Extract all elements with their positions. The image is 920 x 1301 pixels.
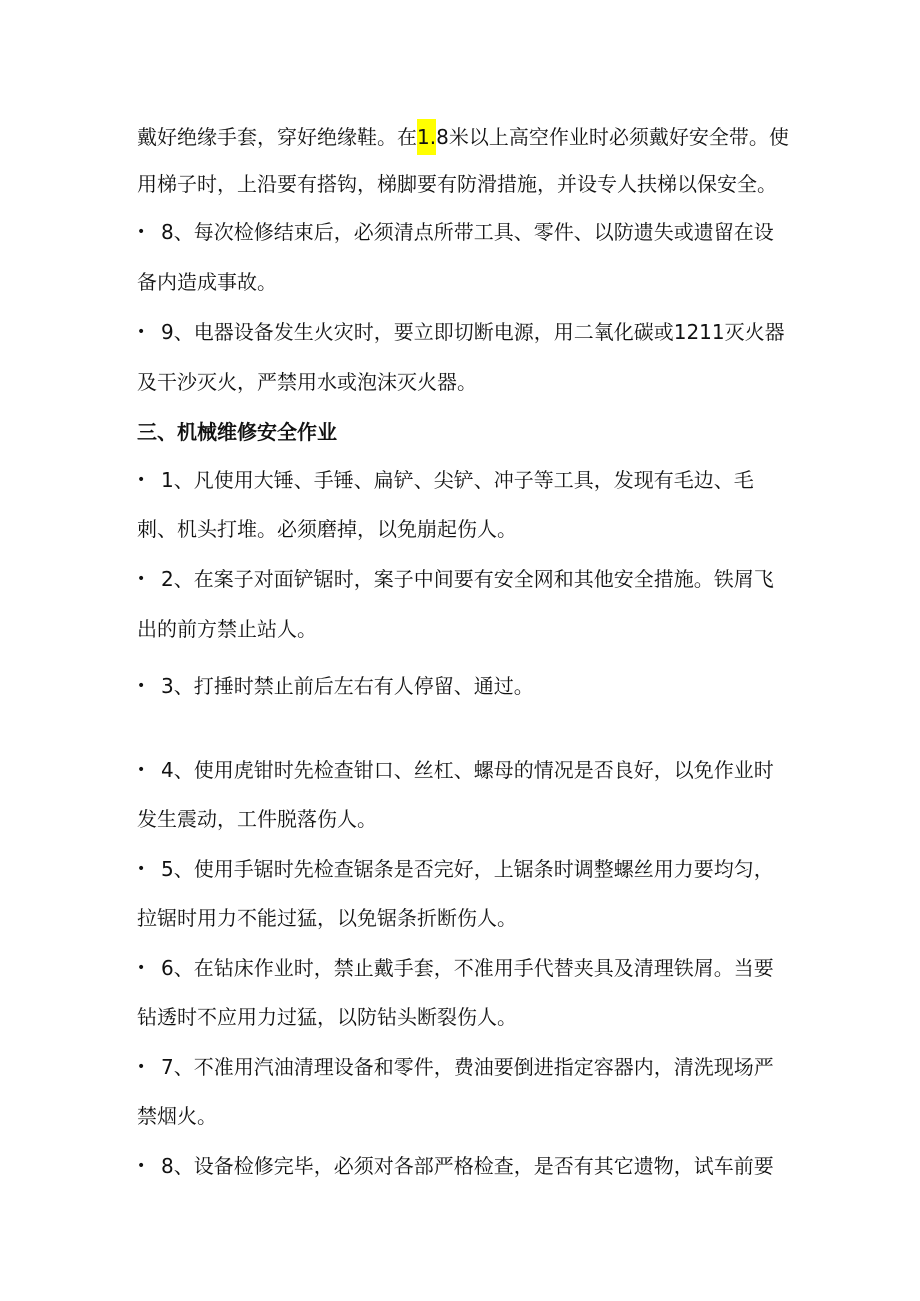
text-line: 用梯子时，上沿要有搭钩，梯脚要有防滑措施，并设专人扶梯以保安全。 <box>137 172 777 196</box>
text-line: 钻透时不应用力过猛，以防钻头断裂伤人。 <box>137 1005 517 1029</box>
text-line: 刺、机头打堆。必须磨掉，以免崩起伤人。 <box>137 517 517 541</box>
bullet-icon: • <box>137 1059 146 1075</box>
highlighted-text: 1. <box>417 119 436 155</box>
text-line: 1、凡使用大锤、手锤、扁铲、尖铲、冲子等工具，发现有毛边、毛 <box>161 468 754 492</box>
text-line: 8、设备检修完毕，必须对各部严格检查，是否有其它遗物，试车前要 <box>161 1154 774 1178</box>
bullet-icon: • <box>137 472 146 488</box>
bullet-icon: • <box>137 571 146 587</box>
text-line: 备内造成事故。 <box>137 270 277 294</box>
text-line: 4、使用虎钳时先检查钳口、丝杠、螺母的情况是否良好，以免作业时 <box>161 758 774 782</box>
bullet-icon: • <box>137 324 146 340</box>
bullet-icon: • <box>137 224 146 240</box>
bullet-icon: • <box>137 1158 146 1174</box>
text-line: 3、打捶时禁止前后左右有人停留、通过。 <box>161 674 534 698</box>
text-line: 6、在钻床作业时，禁止戴手套，不准用手代替夹具及清理铁屑。当要 <box>161 956 774 980</box>
text-line: 出的前方禁止站人。 <box>137 617 317 641</box>
text-line: 禁烟火。 <box>137 1104 217 1128</box>
text-line: 5、使用手锯时先检查锯条是否完好，上锯条时调整螺丝用力要均匀， <box>161 857 774 881</box>
text-line: 7、不准用汽油清理设备和零件，费油要倒进指定容器内，清洗现场严 <box>161 1055 774 1079</box>
text-line: 拉锯时用力不能过猛，以免锯条折断伤人。 <box>137 906 517 930</box>
bullet-icon: • <box>137 762 146 778</box>
bullet-icon: • <box>137 678 146 694</box>
bullet-icon: • <box>137 861 146 877</box>
bullet-icon: • <box>137 960 146 976</box>
text-line: 及干沙灭火，严禁用水或泡沫灭火器。 <box>137 370 477 394</box>
text-line: 发生震动，工件脱落伤人。 <box>137 807 377 831</box>
text-line: 9、电器设备发生火灾时，要立即切断电源，用二氧化碳或1211灭火器 <box>161 320 785 344</box>
text-segment: 8米以上高空作业时必须戴好安全带。使 <box>436 125 789 149</box>
text-line: 2、在案子对面铲锯时，案子中间要有安全网和其他安全措施。铁屑飞 <box>161 567 774 591</box>
section-heading: 三、机械维修安全作业 <box>137 420 337 444</box>
text-line: 8、每次检修结束后，必须清点所带工具、零件、以防遗失或遗留在设 <box>161 220 774 244</box>
text-segment: 戴好绝缘手套，穿好绝缘鞋。在 <box>137 125 417 149</box>
text-line <box>137 119 789 155</box>
